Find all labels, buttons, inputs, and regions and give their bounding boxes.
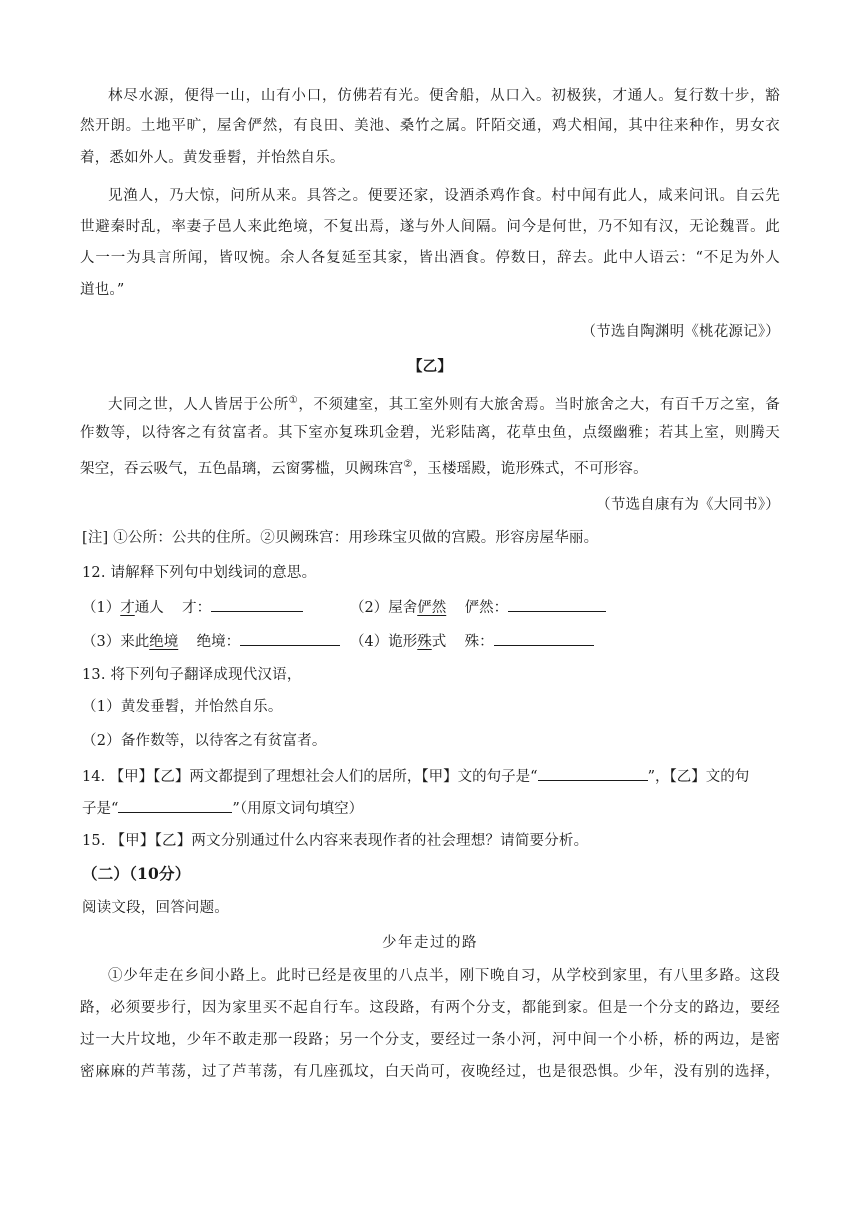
- jia-p1-line1: 林尽水源，便得一山，山有小口，仿佛若有光。便舍船，从口入。初极狭，才通人。复行数十步，豁: [108, 88, 780, 104]
- q12-item4-underlined-word: 殊: [417, 634, 432, 650]
- q13-stem: 13. 将下列句子翻译成现代汉语，: [82, 667, 302, 683]
- q13-item2: （2）备作数等，以待客之有贫富者。: [82, 733, 327, 749]
- article-title: 少年走过的路: [382, 935, 478, 951]
- q12-item2-label: （2）屋舍: [350, 600, 418, 616]
- q12-item4-text: 式 殊：: [431, 634, 494, 650]
- footnote-marker: ②: [403, 459, 413, 470]
- jia-p1-line3: 着，悉如外人。黄发垂髫，并怡然自乐。: [80, 150, 345, 166]
- footnote-marker: ①: [288, 395, 299, 406]
- q12-item2-underlined-word: 俨然: [417, 600, 447, 616]
- q12-item1-label: （1）: [82, 600, 121, 616]
- jia-source: （节选自陶渊明《桃花源记》）: [581, 324, 780, 340]
- article-p1-line3: 过一大片坟地，少年不敢走那一段路；另一个分支，要经过一条小河，河中间一个小桥，桥的两边，是密: [80, 1032, 780, 1048]
- yi-text: 架空，吞云吸气，五色晶璃，云窗雾槛，贝阙珠宫: [80, 460, 404, 477]
- yi-text: ，玉楼瑶殿，诡形殊式，不可形容。: [412, 460, 648, 477]
- jia-p2-line2: 世避秦时乱，率妻子邑人来此绝境，不复出焉，遂与外人间隔。问今是何世，乃不知有汉，无论魏晋。此: [80, 219, 780, 235]
- q12-item1: [82, 596, 303, 618]
- q12-item3-underlined-word: 绝境: [149, 634, 179, 650]
- yi-source: （节选自康有为《大同书》）: [596, 497, 780, 513]
- q12-item3: [82, 630, 340, 652]
- jia-p2-line3: 人一一为具言所闻，皆叹惋。余人各复延至其家，皆出酒食。停数日，辞去。此中人语云：“不足为外人: [80, 250, 780, 266]
- jia-p2-line4: 道也。”: [80, 282, 125, 298]
- jia-p2-line1: 见渔人，乃大惊，问所从来。具答之。便要还家，设酒杀鸡作食。村中闻有此人，咸来问讯。自云先: [108, 188, 780, 204]
- q12-item1-text: 通人 才：: [134, 600, 212, 616]
- q14-text: ”（用原文词句填空）: [232, 801, 364, 817]
- article-p1-line1: ①少年走在乡间小路上。此时已经是夜里的八点半，刚下晚自习，从学校到家里，有八里多路。这段: [108, 968, 780, 984]
- article-p1-line4: 密麻麻的芦苇荡，过了芦苇荡，有几座孤坟，白天尚可，夜晚经过，也是很恐惧。少年，没有别的选择，: [80, 1064, 780, 1080]
- q12-item4: [350, 630, 594, 652]
- q14-text: ”，【乙】文的句: [647, 769, 750, 785]
- yi-text: 大同之世，人人皆居于公所: [108, 396, 289, 413]
- q14-line2: [82, 797, 363, 819]
- q12-item2-blank[interactable]: [508, 596, 606, 612]
- q12-item3-text: 绝境：: [178, 634, 241, 650]
- yi-heading: 【乙】: [407, 358, 453, 375]
- q14-text: 子是“: [82, 801, 119, 817]
- q12-item2: [350, 596, 606, 618]
- q12-item4-label: （4）诡形: [350, 634, 418, 650]
- yi-p1-line3: [80, 455, 780, 479]
- yi-text: ，不须建室，其工室外则有大旅舍焉。当时旅舍之大，有百千万之室，备: [298, 396, 780, 413]
- q14-blank-yi[interactable]: [118, 797, 232, 813]
- q13-item1: （1）黄发垂髫，并怡然自乐。: [82, 699, 283, 715]
- q12-item4-blank[interactable]: [494, 630, 594, 646]
- q12-item2-text: 俨然：: [446, 600, 509, 616]
- article-p1-line2: 路，必须要步行，因为家里买不起自行车。这段路，有两个分支，都能到家。但是一个分支的路边，要经: [80, 1000, 780, 1016]
- q12-item3-label: （3）来此: [82, 634, 150, 650]
- section2-heading: （二）（10分）: [82, 864, 191, 883]
- q14-blank-jia[interactable]: [538, 765, 648, 781]
- q14-line1: [82, 765, 749, 787]
- section2-instruction: 阅读文段，回答问题。: [82, 900, 229, 916]
- q14-text: 14. 【甲】【乙】两文都提到了理想社会人们的居所，【甲】文的句子是“: [82, 769, 538, 785]
- q12-item3-blank[interactable]: [240, 630, 340, 646]
- jia-p1-line2: 然开朗。土地平旷，屋舍俨然，有良田、美池、桑竹之属。阡陌交通，鸡犬相闻，其中往来种作，男女衣: [80, 118, 780, 134]
- yi-footnote: [注] ①公所：公共的住所。②贝阙珠宫：用珍珠宝贝做的宫殿。形容房屋华丽。: [82, 530, 599, 546]
- q12-stem: 12. 请解释下列句中划线词的意思。: [82, 565, 317, 581]
- yi-p1-line1: [108, 391, 780, 415]
- q12-item1-underlined-word: 才: [120, 600, 135, 616]
- yi-p1-line2: 作数等，以待客之有贫富者。其下室亦复珠玑金碧，光彩陆离，花草虫鱼，点缀幽雅；若其上室，则腾天: [80, 425, 780, 441]
- q12-item1-blank[interactable]: [211, 596, 303, 612]
- q15-stem: 15. 【甲】【乙】两文分别通过什么内容来表现作者的社会理想？请简要分析。: [82, 833, 589, 849]
